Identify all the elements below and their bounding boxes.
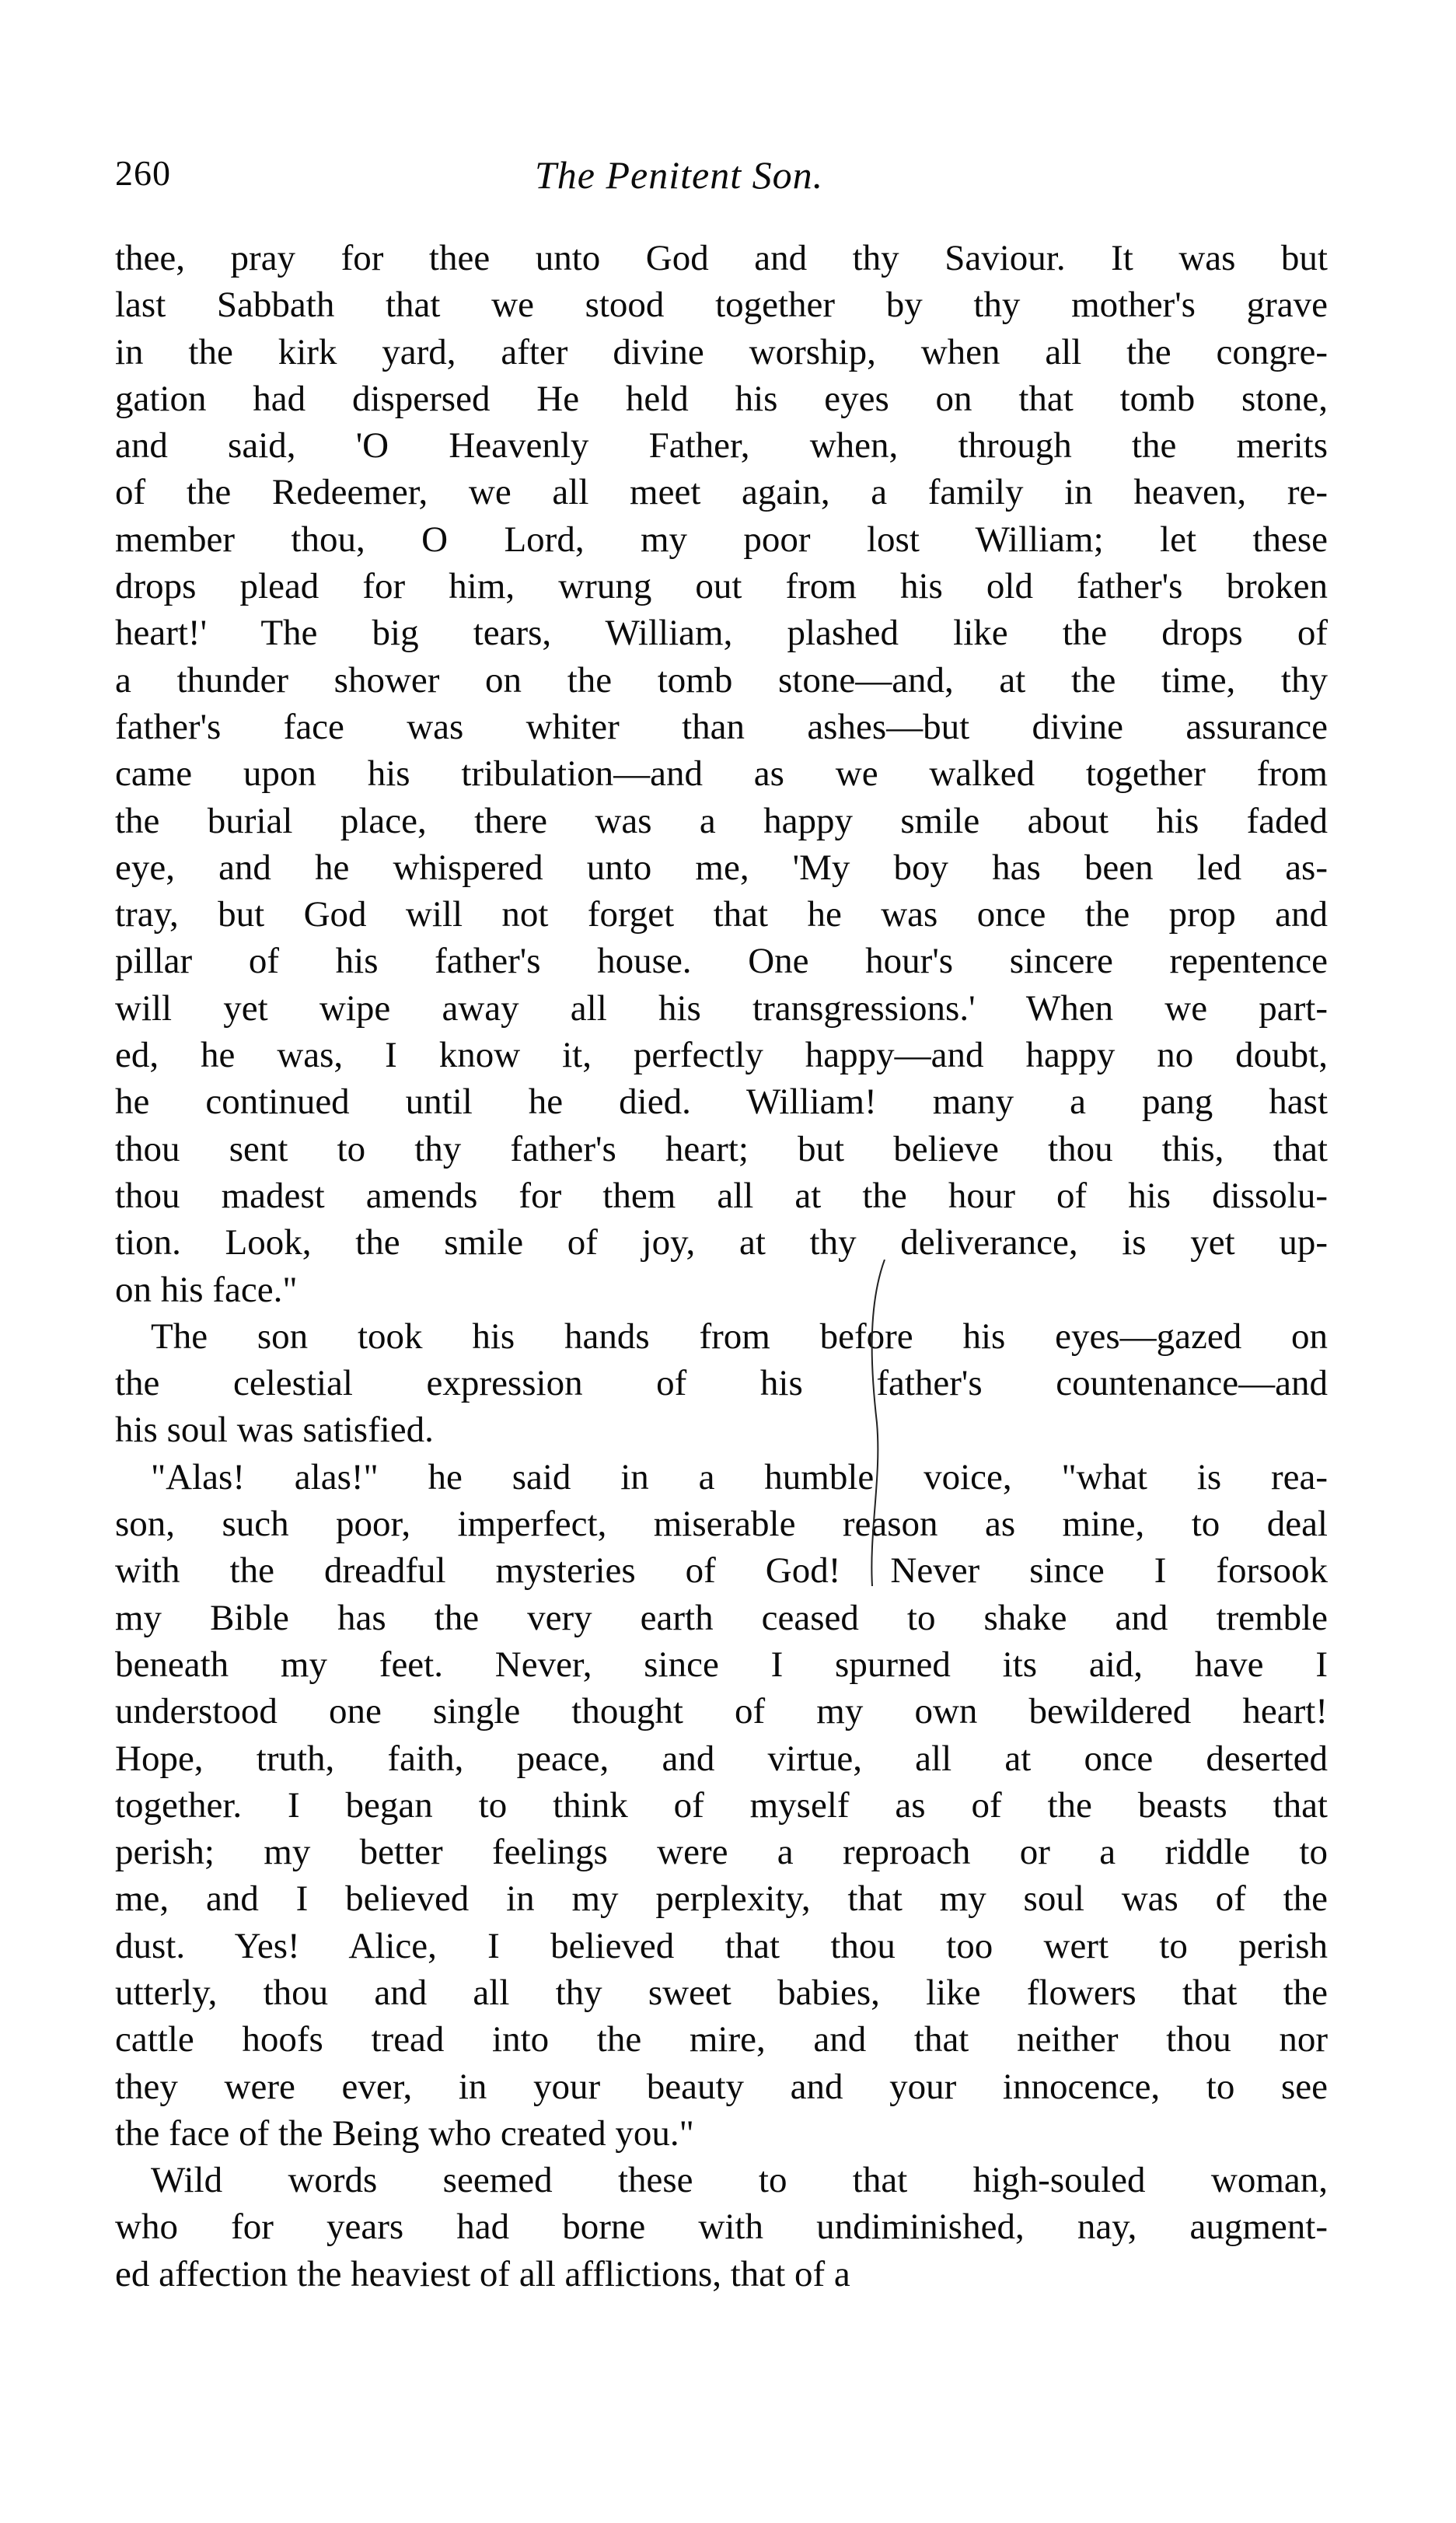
paragraph [115,1454,1328,2157]
text-line: and said, 'O Heavenly Father, when, through the merits [115,425,1328,467]
text-line: last Sabbath that we stood together by thy mother's grave [115,285,1328,326]
body-text [115,235,1328,2298]
text-line: will yet wipe away all his transgressions.' When we part- [115,987,1328,1029]
text-line: my Bible has the very earth ceased to shake and tremble [115,1597,1328,1638]
text-line: came upon his tribulation—and as we walked together from [115,753,1328,795]
text-line: he continued until he died. William! many a pang hast [115,1082,1328,1123]
text-line: the celestial expression of his father's countenance—and [115,1363,1328,1404]
running-title: The Penitent Son. [535,153,824,197]
text-line: heart!' The big tears, William, plashed like the drops of [115,613,1328,654]
text-line: father's face was whiter than ashes—but divine assurance [115,706,1328,747]
text-line: they were ever, in your beauty and your innocence, to see [115,2066,1328,2107]
text-line: tion. Look, the smile of joy, at thy deliverance, is yet up- [115,1222,1328,1263]
text-line: tray, but God will not forget that he was once the prop and [115,894,1328,935]
text-line: ed, he was, I know it, perfectly happy—and happy no doubt, [115,1035,1328,1076]
text-line: The son took his hands from before his eyes—gazed on [151,1316,1328,1357]
paragraph [115,2157,1328,2298]
text-line: thee, pray for thee unto God and thy Saviour. It was but [115,238,1328,278]
text-line: pillar of his father's house. One hour's sincere repentence [115,941,1328,982]
text-line: cattle hoofs tread into the mire, and that neither thou nor [115,2019,1328,2060]
text-line: utterly, thou and all thy sweet babies, like flowers that the [115,1972,1328,2013]
paragraph [115,1313,1328,1454]
text-line: perish; my better feelings were a reproach or a riddle to [115,1832,1328,1873]
text-line: his soul was satisfied. [115,1410,434,1451]
page-header [115,152,1328,207]
text-line: dust. Yes! Alice, I believed that thou too wert to perish [115,1925,1328,1966]
text-line: beneath my feet. Never, since I spurned its aid, have I [115,1644,1328,1685]
text-line: with the dreadful mysteries of God! Never since I forsook [115,1550,1328,1592]
text-line: in the kirk yard, after divine worship, when all the congre- [115,331,1328,372]
text-line: understood one single thought of my own bewildered heart! [115,1691,1328,1732]
page-number: 260 [115,153,171,193]
text-line: son, such poor, imperfect, miserable reason as mine, to deal [115,1504,1328,1545]
text-line: me, and I believed in my perplexity, that my soul was of the [115,1878,1328,1920]
text-line: Wild words seemed these to that high-souled woman, [151,2160,1328,2201]
text-line: eye, and he whispered unto me, 'My boy has been led as- [115,847,1328,888]
text-line: on his face." [115,1269,298,1310]
text-line: of the Redeemer, we all meet again, a family in heaven, re- [115,472,1328,513]
text-line: the face of the Being who created you." [115,2112,694,2154]
text-line: member thou, O Lord, my poor lost William; let these [115,519,1328,560]
text-line: together. I began to think of myself as of the beasts that [115,1784,1328,1826]
paragraph [115,235,1328,1313]
text-line: Hope, truth, faith, peace, and virtue, all at once deserted [115,1738,1328,1779]
text-line: drops plead for him, wrung out from his old father's broken [115,566,1328,607]
text-line: a thunder shower on the tomb stone—and, at the time, thy [115,659,1328,701]
text-line: thou madest amends for them all at the hour of his dissolu- [115,1175,1328,1216]
text-line: ed affection the heaviest of all afflictions, that of a [115,2253,850,2294]
text-line: "Alas! alas!" he said in a humble voice, "what is rea- [151,1456,1328,1497]
text-line: gation had dispersed He held his eyes on that tomb stone, [115,378,1328,419]
text-line: thou sent to thy father's heart; but believe thou this, that [115,1128,1328,1169]
text-line: who for years had borne with undiminished, nay, augment- [115,2207,1328,2248]
page-fold-mark [861,1260,892,1586]
text-line: the burial place, there was a happy smile about his faded [115,800,1328,841]
